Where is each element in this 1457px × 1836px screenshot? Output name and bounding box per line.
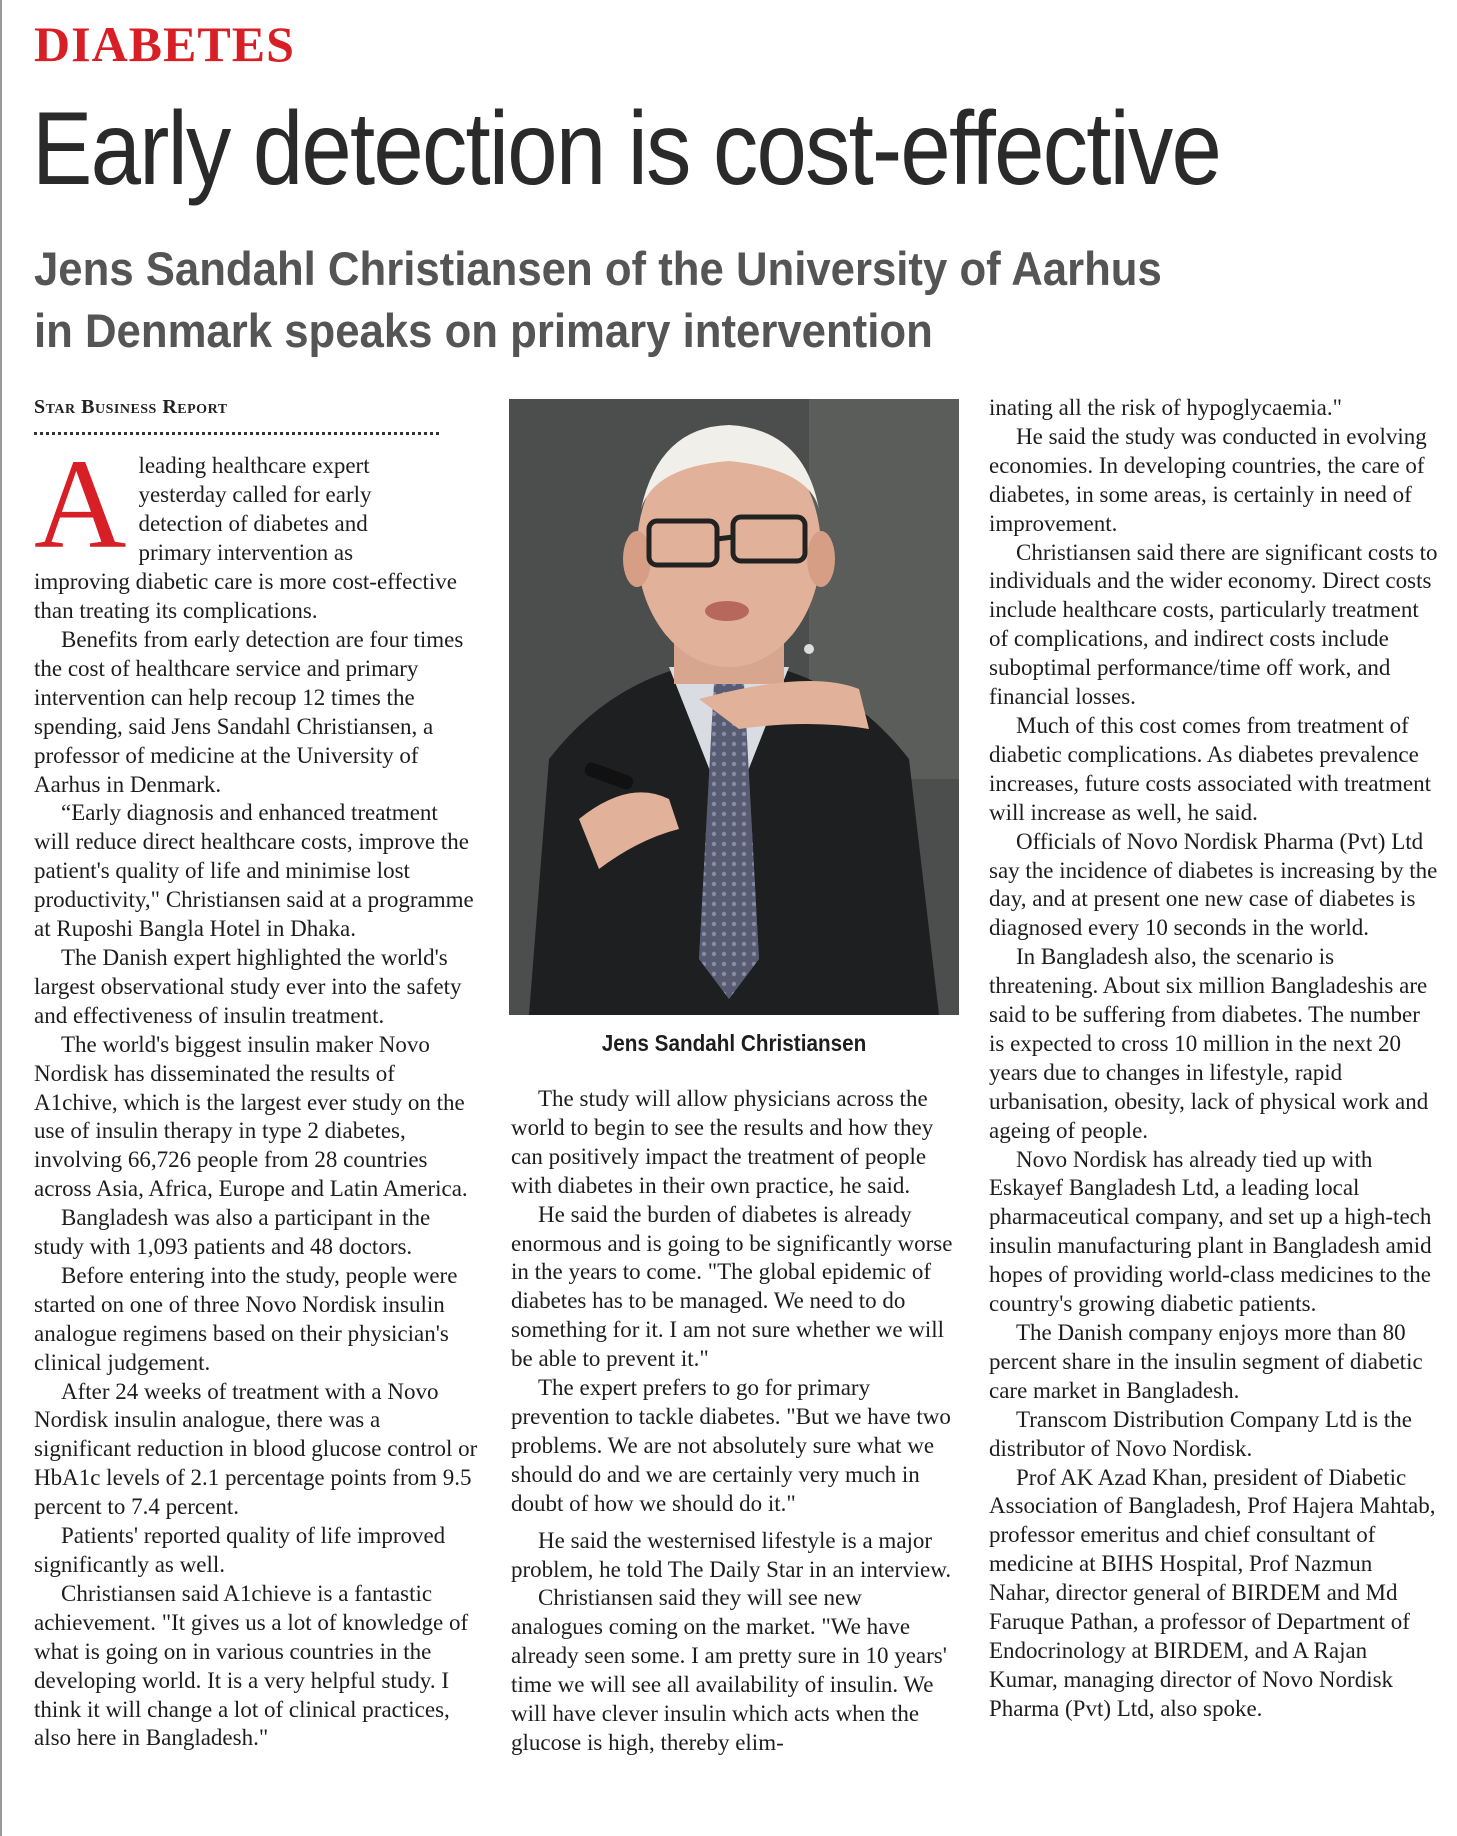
col1-paragraph: After 24 weeks of treatment with a Novo Nordisk insulin analogue, there was a significant reduction in blood glucose control or HbA1c levels of 2.1 percentage points from 9.5 percent to 7.4 percent. — [34, 1378, 478, 1520]
col3-paragraph: Officials of Novo Nordisk Pharma (Pvt) Ltd say the incidence of diabetes is increasing by the day, and at present one new case of diabetes is diagnosed every 10 seconds in the world. — [989, 828, 1438, 941]
lead-line-2: yesterday called for early — [138, 481, 372, 507]
col2-paragraph: The study will allow physicians across the world to begin to see the results and how they can positively impact the treatment of people with diabetes in their own practice, he said. — [511, 1086, 934, 1198]
section-label: DIABETES — [34, 16, 295, 72]
column-3 — [989, 394, 1438, 1724]
col3-continuation: inating all the risk of hypoglycaemia." — [989, 395, 1343, 420]
deck-line-2: in Denmark speaks on primary intervention — [34, 304, 933, 357]
speaker-illustration — [509, 399, 959, 1015]
byline — [34, 396, 228, 419]
col1-paragraph: The Danish expert highlighted the world's largest observational study ever into the safety and effectiveness of insulin treatment. — [34, 944, 462, 1028]
col3-paragraph: Novo Nordisk has already tied up with Eskayef Bangladesh Ltd, a leading local pharmaceutical company, and set up a high-tech insulin manufacturing plant in Bangladesh amid hopes of providing world-class medicines to the country's growing diabetic patients. — [989, 1146, 1432, 1317]
col2-paragraph: Christiansen said they will see new analogues coming on the market. "We have already seen some. I am pretty sure in 10 years' time we will see all availability of insulin. We will have clever insulin which acts when the glucose is high, thereby elim- — [511, 1585, 947, 1755]
col3-paragraph: The Danish company enjoys more than 80 percent share in the insulin segment of diabetic care market in Bangladesh. — [989, 1320, 1423, 1403]
byline-text: Star Business Report — [34, 396, 228, 418]
col3-paragraph: In Bangladesh also, the scenario is threatening. About six million Bangladeshis are said to be suffering from diabetes. The number is expected to cross 10 million in the next 20 years due to changes in lifestyle, rapid urbanisation, obesity, lack of physical work and ageing of people. — [989, 944, 1429, 1143]
lead-line-4: primary intervention as — [138, 539, 354, 565]
col2-paragraph: He said the burden of diabetes is already enormous and is going to be significantly worse in the years to come. "The global epidemic of diabetes has to be managed. We need to do something for it. I am not sure whether we will be able to prevent it." — [511, 1201, 953, 1372]
deck — [34, 238, 1336, 362]
col1-paragraph: Patients' reported quality of life improved significantly as well. — [34, 1523, 446, 1577]
col1-paragraph: Before entering into the study, people were started on one of three Novo Nordisk insulin analogue regimens based on their physician's clinical judgement. — [34, 1262, 458, 1375]
col3-paragraph: Prof AK Azad Khan, president of Diabetic Association of Bangladesh, Prof Hajera Mahtab, professor emeritus and chief consultant of medicine at BIHS Hospital, Prof Nazmun Nahar, director general of BIRDEM and Md Faruque Pathan, a professor of Department of Endocrinology at BIRDEM, and A Rajan Kumar, managing director of Novo Nordisk Pharma (Pvt) Ltd, also spoke. — [989, 1464, 1436, 1721]
col3-paragraph: Christiansen said there are significant costs to individuals and the wider economy. Direct costs include healthcare costs, particularly treatment of complications, and indirect costs include suboptimal performance/time off work, and financial losses. — [989, 539, 1438, 710]
col1-paragraph: Bangladesh was also a participant in the study with 1,093 patients and 48 doctors. — [34, 1205, 431, 1260]
deck-line-1: Jens Sandahl Christiansen of the University of Aarhus — [34, 242, 1162, 295]
lead-line-3: detection of diabetes and — [138, 510, 368, 536]
column-2 — [511, 1085, 956, 1758]
lead-paragraph — [34, 433, 479, 625]
col3-paragraph: Much of this cost comes from treatment of diabetic complications. As diabetes prevalence increases, future costs associated with treatment will increase as well, he said. — [989, 712, 1431, 825]
col3-paragraph: Transcom Distribution Company Ltd is the distributor of Novo Nordisk. — [989, 1406, 1412, 1461]
lead-rest: improving diabetic care is more cost-effective than treating its complications. — [34, 568, 457, 623]
col1-paragraph: Benefits from early detection are four times the cost of healthcare service and primary intervention can help recoup 12 times the spending, said Jens Sandahl Christiansen, a professor of medicine at the University of Aarhus in Denmark. — [34, 627, 464, 797]
lead-line-1: leading healthcare expert — [138, 453, 370, 478]
headline: Early detection is cost-effective — [32, 91, 1221, 207]
col2-paragraph: He said the westernised lifestyle is a major problem, he told The Daily Star in an interview. — [511, 1527, 952, 1582]
photo-caption: Jens Sandahl Christiansen — [601, 1030, 867, 1056]
column-1 — [34, 626, 479, 1753]
col2-paragraph: The expert prefers to go for primary prevention to tackle diabetes. "But we have two problems. We are not absolutely sure what we should do and we are certainly very much in doubt of how we should do it." — [511, 1375, 951, 1516]
col1-paragraph: The world's biggest insulin maker Novo Nordisk has disseminated the results of A1chive, which is the largest ever study on the use of insulin therapy in type 2 diabetes, involving 66,726 people from 28 countries across Asia, Africa, Europe and Latin America. — [34, 1031, 468, 1202]
col1-paragraph: “Early diagnosis and enhanced treatment will reduce direct healthcare costs, improve the patient's quality of life and minimise lost productivity," Christiansen said at a programme at Ruposhi Bangla Hotel in Dhaka. — [34, 800, 474, 942]
page-left-rule — [0, 0, 2, 1836]
drop-cap: A — [34, 433, 127, 575]
col1-paragraph: Christiansen said A1chieve is a fantastic achievement. "It gives us a lot of knowledge of what is going on in various countries in the developing world. It is a very helpful study. I think it will change a lot of clinical practices, also here in Bangladesh." — [34, 1580, 469, 1751]
col3-paragraph: He said the study was conducted in evolving economies. In developing countries, the care of diabetes, in some areas, is certainly in need of improvement. — [989, 423, 1427, 536]
speaker-photo — [509, 399, 959, 1015]
